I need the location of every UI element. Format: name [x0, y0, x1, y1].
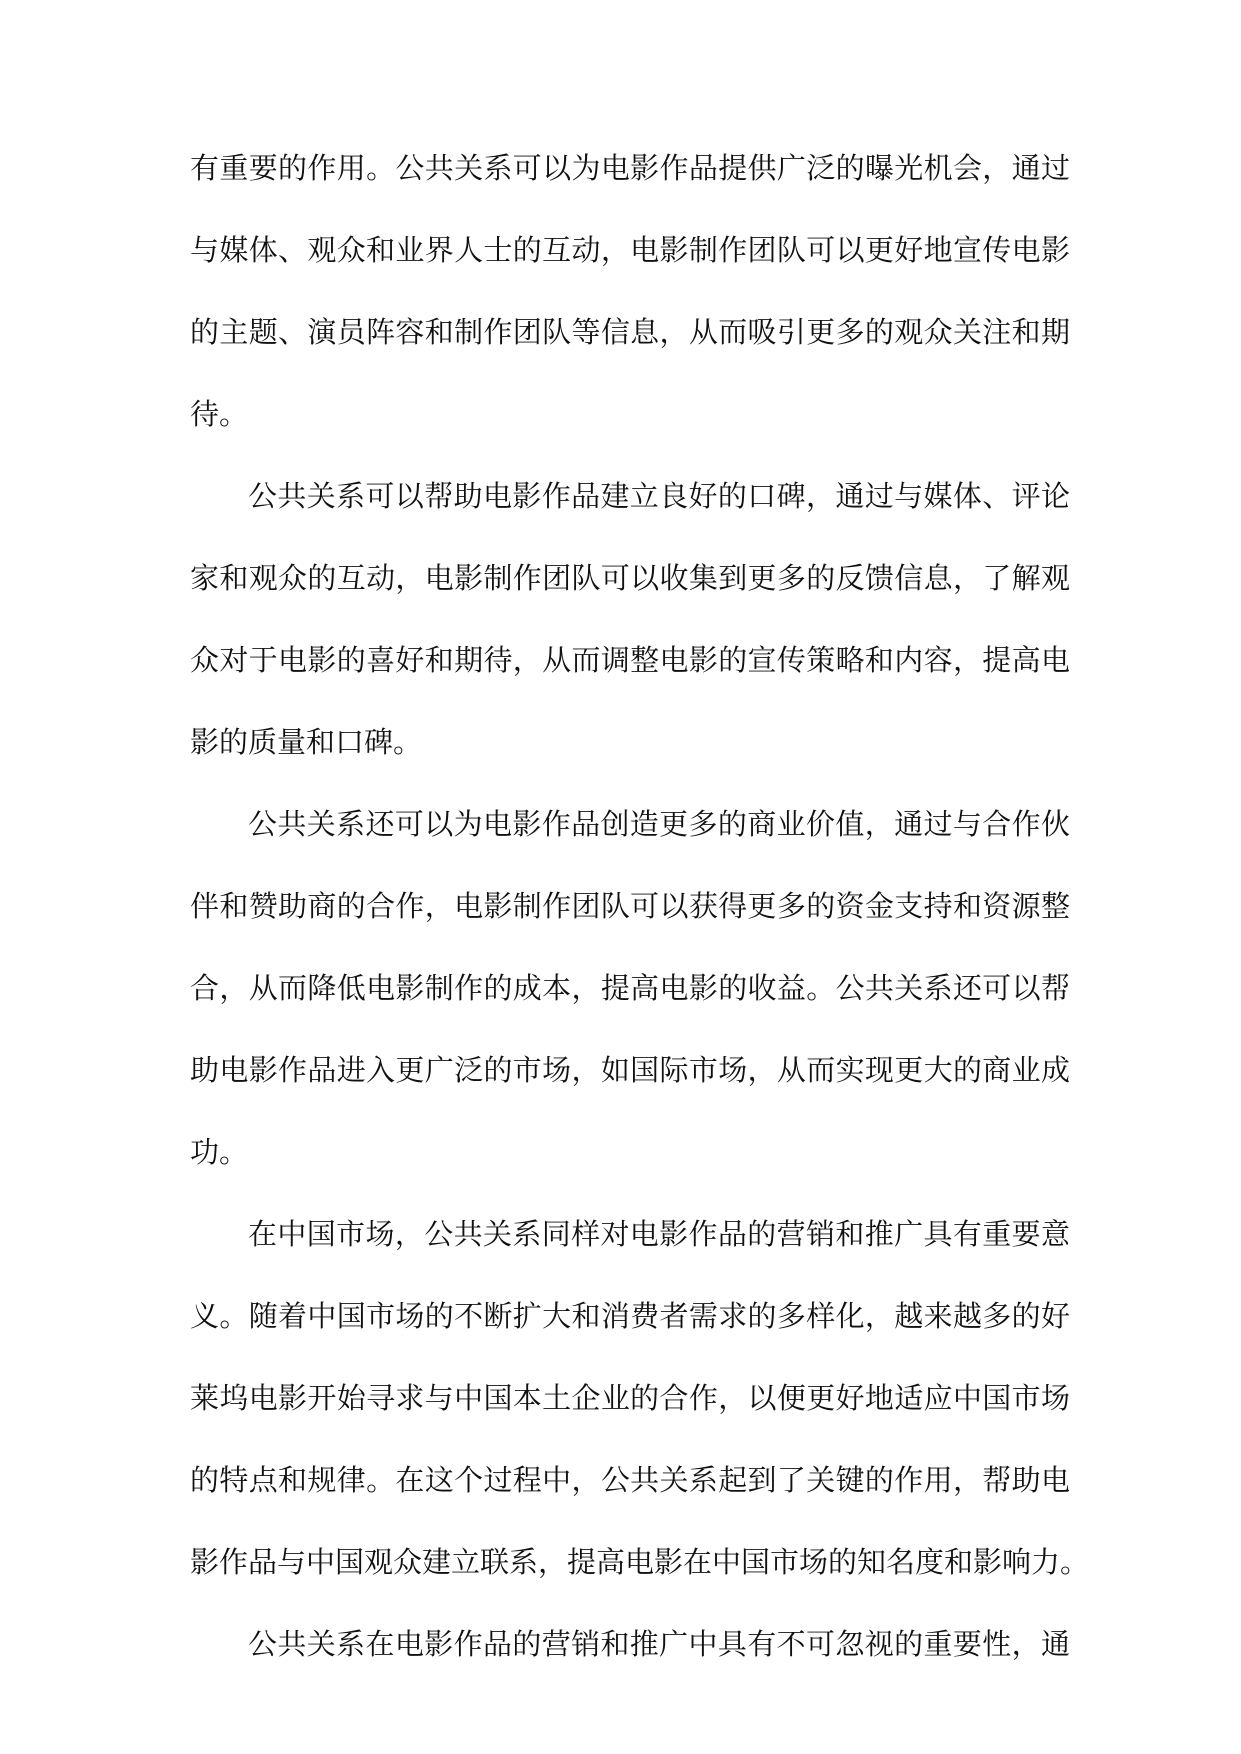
text-line: 的特点和规律。在这个过程中，公共关系起到了关键的作用，帮助电 [190, 1463, 1070, 1497]
body-text [190, 127, 1090, 1685]
text-line: 影作品与中国观众建立联系，提高电影在中国市场的知名度和影响力。 [190, 1545, 1090, 1579]
text-line: 功。 [190, 1135, 249, 1169]
text-line: 与媒体、观众和业界人士的互动，电影制作团队可以更好地宣传电影 [190, 233, 1070, 267]
text-line: 义。随着中国市场的不断扩大和消费者需求的多样化，越来越多的好 [190, 1299, 1070, 1333]
text-line: 的主题、演员阵容和制作团队等信息，从而吸引更多的观众关注和期 [190, 315, 1070, 349]
text-line: 合，从而降低电影制作的成本，提高电影的收益。公共关系还可以帮 [190, 971, 1070, 1005]
paragraph [190, 1193, 1090, 1603]
text-line: 公共关系可以帮助电影作品建立良好的口碑，通过与媒体、评论 [248, 479, 1070, 513]
text-line: 待。 [190, 397, 249, 431]
paragraph [190, 1603, 1070, 1685]
text-line: 助电影作品进入更广泛的市场，如国际市场，从而实现更大的商业成 [190, 1053, 1070, 1087]
text-line: 影的质量和口碑。 [190, 725, 423, 759]
paragraph [190, 127, 1070, 455]
text-line: 公共关系在电影作品的营销和推广中具有不可忽视的重要性，通 [248, 1627, 1070, 1661]
paragraph [190, 783, 1070, 1193]
text-line: 众对于电影的喜好和期待，从而调整电影的宣传策略和内容，提高电 [190, 643, 1070, 677]
paragraph [190, 455, 1070, 783]
text-line: 家和观众的互动，电影制作团队可以收集到更多的反馈信息，了解观 [190, 561, 1070, 595]
text-line: 莱坞电影开始寻求与中国本土企业的合作，以便更好地适应中国市场 [190, 1381, 1070, 1415]
text-line: 有重要的作用。公共关系可以为电影作品提供广泛的曝光机会，通过 [190, 151, 1070, 185]
text-line: 伴和赞助商的合作，电影制作团队可以获得更多的资金支持和资源整 [190, 889, 1070, 923]
text-line: 公共关系还可以为电影作品创造更多的商业价值，通过与合作伙 [248, 807, 1070, 841]
text-line: 在中国市场，公共关系同样对电影作品的营销和推广具有重要意 [248, 1217, 1070, 1251]
